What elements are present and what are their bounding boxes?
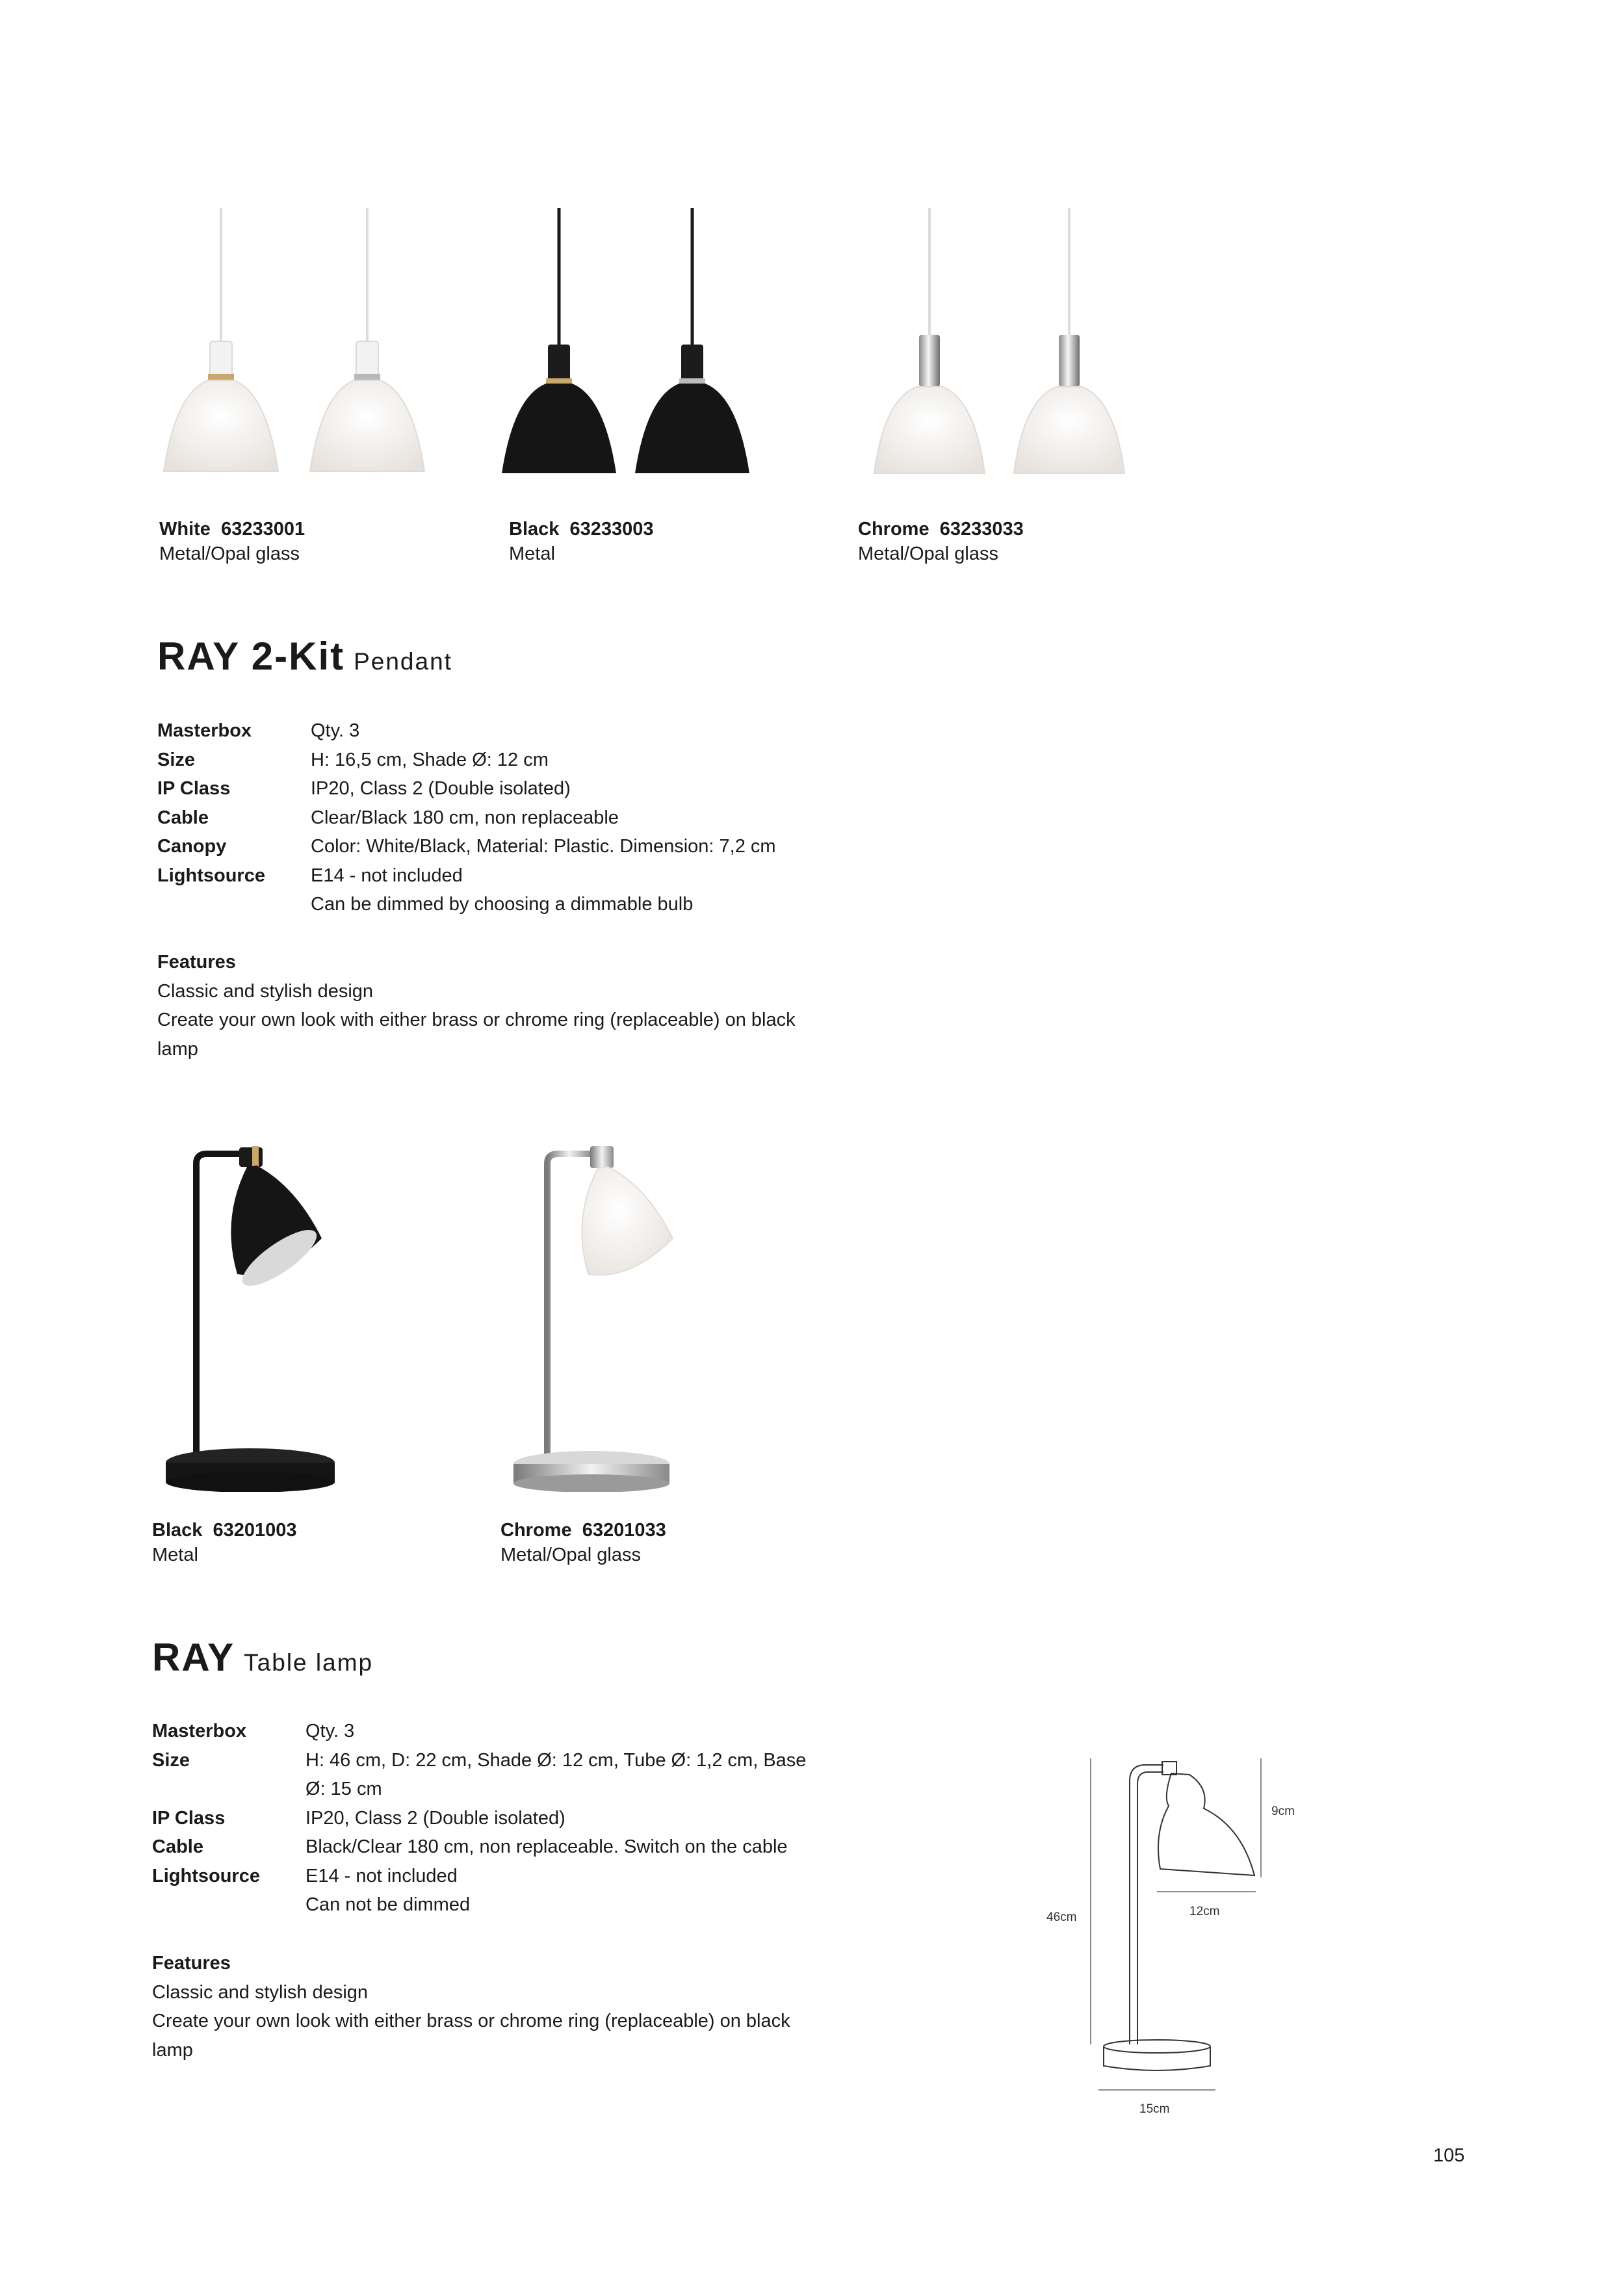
spec-value: Qty. 3 xyxy=(305,1721,355,1742)
feature-line: lamp xyxy=(157,1038,198,1060)
spec-row xyxy=(157,832,776,861)
spec-key xyxy=(152,1890,305,1920)
variant-code: 63233033 xyxy=(939,519,1024,540)
spec-value: Black/Clear 180 cm, non replaceable. Switch on the cable xyxy=(305,1836,788,1857)
spec-key: IP Class xyxy=(157,778,231,799)
pendant-lamp-chrome-1 xyxy=(874,208,985,473)
spec-row xyxy=(157,890,776,919)
dim-total-height: 46cm xyxy=(1046,1911,1077,1924)
spec-value: IP20, Class 2 (Double isolated) xyxy=(311,778,571,799)
spec-key xyxy=(152,1775,305,1804)
spec-value: IP20, Class 2 (Double isolated) xyxy=(305,1807,565,1829)
feature-line: lamp xyxy=(152,2039,193,2061)
spec-row xyxy=(157,774,776,803)
table-lamp-variant-chrome-caption xyxy=(500,1518,666,1567)
variant-code: 63233001 xyxy=(221,519,305,540)
dim-shade-height: 9cm xyxy=(1271,1805,1295,1818)
variant-material: Metal xyxy=(509,543,555,564)
variant-color: Chrome xyxy=(500,1520,572,1541)
spec-row xyxy=(152,1775,806,1804)
variant-material: Metal/Opal glass xyxy=(500,1545,641,1565)
pendant-features xyxy=(157,948,796,1063)
variant-material: Metal/Opal glass xyxy=(858,543,998,564)
spec-value: Ø: 15 cm xyxy=(305,1779,382,1799)
spec-key: Cable xyxy=(152,1836,203,1857)
spec-key: IP Class xyxy=(152,1807,226,1829)
table-lamp-features xyxy=(152,1949,790,2065)
dim-shade-width: 12cm xyxy=(1189,1905,1220,1918)
spec-key: Cable xyxy=(157,807,209,828)
pendant-lamp-black-2 xyxy=(635,208,749,473)
pendant-spec-table xyxy=(157,716,776,919)
variant-color: Black xyxy=(509,519,560,540)
page-number: 105 xyxy=(1433,2145,1465,2166)
variant-material: Metal xyxy=(152,1545,198,1565)
spec-row xyxy=(152,1804,806,1833)
spec-row xyxy=(157,861,776,891)
spec-value: Can be dimmed by choosing a dimmable bulb xyxy=(311,894,694,915)
spec-key: Lightsource xyxy=(157,865,265,886)
features-heading: Features xyxy=(157,952,236,972)
features-heading: Features xyxy=(152,1953,231,1974)
product-name: RAY xyxy=(152,1636,235,1679)
table-lamp-photo-black xyxy=(156,1141,416,1492)
pendant-photo-white xyxy=(149,208,435,481)
pendant-title xyxy=(157,634,452,679)
feature-line: Classic and stylish design xyxy=(152,1981,369,2003)
spec-row xyxy=(157,746,776,775)
variant-code: 63233003 xyxy=(569,519,654,540)
feature-line: Classic and stylish design xyxy=(157,980,374,1002)
pendant-lamp-white-2 xyxy=(310,208,424,471)
table-lamp-photo-chrome xyxy=(500,1141,760,1492)
spec-row xyxy=(157,716,776,746)
product-type: Table lamp xyxy=(244,1649,374,1676)
table-lamp-dimension-drawing xyxy=(1033,1736,1319,2119)
spec-value: E14 - not included xyxy=(305,1865,458,1886)
spec-value: E14 - not included xyxy=(311,865,463,886)
pendant-lamp-black-1 xyxy=(502,208,616,473)
spec-key: Size xyxy=(157,749,196,770)
variant-color: Black xyxy=(152,1520,203,1541)
pendant-variant-chrome-caption xyxy=(858,517,1024,566)
variant-color: White xyxy=(159,519,211,540)
spec-row xyxy=(157,803,776,833)
product-name: RAY 2-Kit xyxy=(157,634,345,678)
spec-key: Size xyxy=(152,1749,190,1771)
variant-color: Chrome xyxy=(858,519,929,540)
table-lamp-spec-table xyxy=(152,1717,806,1920)
spec-row xyxy=(152,1890,806,1920)
spec-value: Clear/Black 180 cm, non replaceable xyxy=(311,807,619,828)
spec-value: H: 16,5 cm, Shade Ø: 12 cm xyxy=(311,749,549,770)
variant-code: 63201033 xyxy=(582,1520,666,1541)
pendant-variant-black-caption xyxy=(509,517,654,566)
spec-value: Can not be dimmed xyxy=(305,1894,471,1915)
pendant-photo-black xyxy=(494,208,780,481)
variant-material: Metal/Opal glass xyxy=(159,543,300,564)
pendant-variant-white-caption xyxy=(159,517,305,566)
spec-value: H: 46 cm, D: 22 cm, Shade Ø: 12 cm, Tube Ø: 1,2 cm, Base xyxy=(305,1749,807,1771)
spec-key: Masterbox xyxy=(157,720,252,741)
spec-key xyxy=(157,890,311,919)
spec-row xyxy=(152,1833,806,1862)
table-lamp-title xyxy=(152,1635,373,1680)
spec-value: Color: White/Black, Material: Plastic. Dimension: 7,2 cm xyxy=(311,836,776,857)
spec-value: Qty. 3 xyxy=(311,720,360,741)
pendant-lamp-chrome-2 xyxy=(1014,208,1124,473)
dim-base-width: 15cm xyxy=(1139,2102,1170,2116)
variant-code: 63201003 xyxy=(213,1520,297,1541)
feature-line: Create your own look with either brass or chrome ring (replaceable) on black xyxy=(157,1010,796,1030)
pendant-lamp-white-1 xyxy=(164,208,278,471)
table-lamp-variant-black-caption xyxy=(152,1518,297,1567)
spec-row xyxy=(152,1862,806,1891)
spec-row xyxy=(152,1746,806,1775)
spec-row xyxy=(152,1717,806,1746)
spec-key: Masterbox xyxy=(152,1721,247,1742)
product-type: Pendant xyxy=(354,648,452,675)
pendant-photo-chrome xyxy=(845,208,1131,481)
feature-line: Create your own look with either brass or chrome ring (replaceable) on black xyxy=(152,2011,790,2031)
spec-key: Canopy xyxy=(157,836,227,857)
spec-key: Lightsource xyxy=(152,1865,260,1886)
